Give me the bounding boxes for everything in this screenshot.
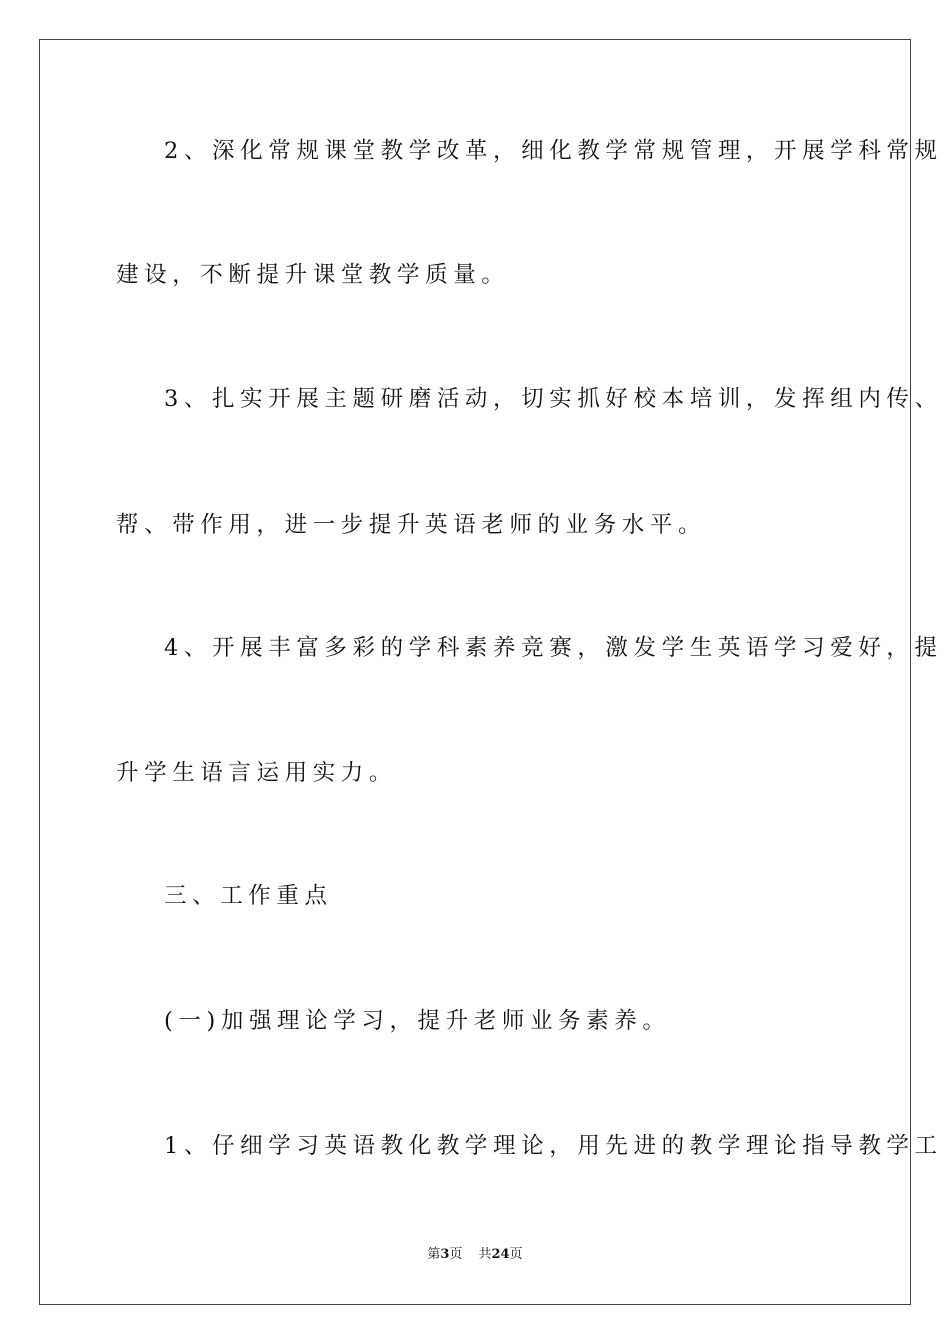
total-prefix: 共: [478, 1247, 492, 1262]
paragraph-4-line-1: 4、开展丰富多彩的学科素养竞赛，激发学生英语学习爱好，提: [164, 635, 943, 661]
page-current: 3: [440, 1247, 450, 1262]
paragraph-4-line-2: 升学生语言运用实力。: [116, 760, 398, 786]
total-unit: 页: [509, 1247, 523, 1262]
section-heading-3: 三、工作重点: [164, 883, 333, 909]
paragraph-2-line-1: 2、深化常规课堂教学改革，细化教学常规管理，开展学科常规: [164, 138, 943, 164]
item-1-line-1: 1、仔细学习英语教化教学理论，用先进的教学理论指导教学工: [164, 1133, 943, 1159]
paragraph-3-line-2: 帮、带作用，进一步提升英语老师的业务水平。: [116, 512, 707, 538]
page-footer: [0, 1245, 950, 1265]
page-prefix: 第: [427, 1247, 441, 1262]
paragraph-3-line-1: 3、扎实开展主题研磨活动，切实抓好校本培训，发挥组内传、: [164, 386, 943, 412]
paragraph-2-line-2: 建设，不断提升课堂教学质量。: [116, 262, 510, 288]
page-border: [39, 39, 943, 1305]
subsection-heading-1: (一)加强理论学习，提升老师业务素养。: [164, 1008, 671, 1034]
page-total: 24: [491, 1247, 510, 1262]
page-unit: 页: [449, 1247, 463, 1262]
